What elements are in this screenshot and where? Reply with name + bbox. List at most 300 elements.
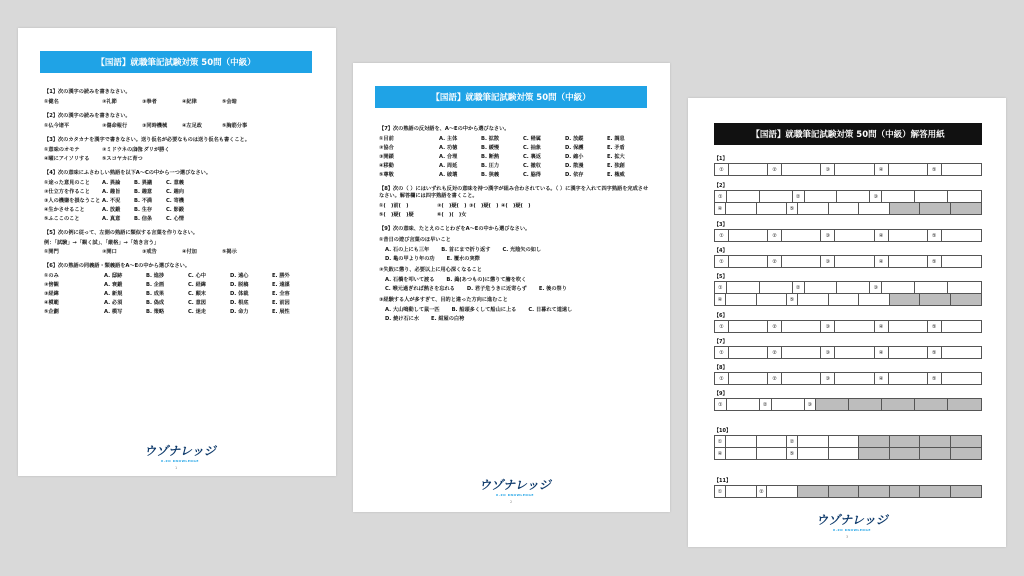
choice-item: C. 撤収	[523, 163, 541, 170]
choice-item: ①のみ	[44, 273, 59, 280]
choice-item: ②協合	[379, 145, 394, 152]
choice-item: C. 脇得	[523, 172, 541, 179]
choice-row	[379, 307, 649, 314]
question-title: 【8】次の（ ）にはいずれも反対の意味を持つ漢字が組み合わされている。（ ）に漢字を入れて四字熟語を完成させなさい。解答欄には四字熟語を書くこと。	[379, 186, 649, 200]
answer-row	[714, 485, 982, 498]
answer-box[interactable]	[782, 256, 821, 267]
answer-box[interactable]	[951, 436, 981, 447]
answer-number: ④	[875, 256, 889, 267]
answer-box[interactable]	[890, 448, 921, 459]
choice-item: ①仏今诸平	[44, 123, 70, 130]
answer-number: ②	[787, 436, 798, 447]
choice-item: ④模範	[44, 300, 59, 307]
answer-box[interactable]	[889, 164, 928, 175]
choice-item: ①健名	[44, 99, 59, 106]
answer-number: ③	[821, 256, 835, 267]
answer-box[interactable]	[889, 321, 928, 332]
answer-number: ②	[760, 399, 772, 410]
answer-number: ②	[768, 373, 782, 384]
choice-item: E. 拡大	[607, 154, 625, 161]
choice-item: D. 遠心	[230, 273, 249, 280]
answer-number: ④	[715, 294, 726, 305]
answer-box[interactable]	[829, 448, 860, 459]
choice-row	[379, 172, 649, 179]
answer-row	[714, 398, 982, 411]
choice-item: B. 緩慢	[481, 145, 500, 152]
answer-box[interactable]	[782, 230, 821, 241]
choice-row	[44, 123, 314, 130]
answer-box[interactable]	[829, 486, 860, 497]
answer-section-label: 【11】	[714, 478, 731, 484]
answer-box[interactable]	[816, 399, 849, 410]
choice-row	[44, 300, 314, 307]
answer-box[interactable]	[798, 436, 829, 447]
choice-item: B. 策略	[146, 309, 165, 316]
answer-section-label: 【10】	[714, 428, 731, 434]
choice-item: E. 独創	[607, 163, 625, 170]
answer-number: ③	[870, 191, 882, 202]
answer-number: ③	[821, 164, 835, 175]
choice-row	[44, 99, 314, 106]
choice-item: A. 必須	[104, 300, 123, 307]
answer-number: ⑤	[928, 347, 942, 358]
answer-section	[714, 156, 982, 176]
choice-item: ④移動	[379, 163, 394, 170]
choice-item: C. 寄機	[166, 198, 184, 205]
answer-number: ⑤	[787, 203, 798, 214]
answer-box[interactable]	[951, 486, 981, 497]
question-title: 【4】次の意味にふさわしい熟語を以下A〜Cの中から一つ選びなさい。	[44, 170, 212, 177]
choice-item: ②ミドウネの広告	[102, 147, 143, 154]
answer-section	[714, 274, 982, 306]
choice-item: D. 脱稿	[230, 282, 249, 289]
answer-box[interactable]	[942, 164, 981, 175]
question-title: 【2】次の漢字の読みを書きなさい。	[44, 113, 131, 120]
choice-item: E. 後の祭り	[538, 286, 567, 293]
answer-box[interactable]	[890, 436, 921, 447]
choice-item: D. 縮小	[565, 154, 584, 161]
answer-box[interactable]	[835, 373, 874, 384]
choice-item: A. 邸跡	[104, 273, 123, 280]
answer-number: ④	[875, 373, 889, 384]
answer-number: ⑤	[928, 321, 942, 332]
choice-item: ③経緯	[44, 291, 59, 298]
answer-box[interactable]	[882, 282, 915, 293]
sub-question: ①昔日の遊び言葉のほ早いこと	[379, 237, 451, 244]
choice-item: B. 羮(あつもの)に懲りて膾を吹く	[446, 277, 527, 284]
answer-row	[714, 163, 982, 176]
answer-box[interactable]	[920, 448, 951, 459]
answer-box[interactable]	[837, 282, 870, 293]
answer-number: ①	[715, 486, 726, 497]
choice-row	[44, 189, 314, 196]
answer-section	[714, 391, 982, 411]
choice-item: B. 信条	[134, 216, 153, 223]
answer-section-label: 【2】	[714, 183, 728, 189]
choice-row	[44, 309, 314, 316]
brand-logo	[144, 442, 216, 463]
choice-item: ②傷命報行	[102, 123, 128, 130]
answer-box[interactable]	[798, 448, 829, 459]
answer-box[interactable]	[920, 294, 951, 305]
choice-item: E. 調息	[607, 136, 625, 143]
choice-item: B. 偽成	[146, 300, 165, 307]
answer-number: ②	[768, 230, 782, 241]
choice-item: ⑤企劃	[44, 309, 59, 316]
answer-box[interactable]	[942, 230, 981, 241]
choice-row	[44, 180, 314, 187]
choice-item: A. 主体	[439, 136, 458, 143]
choice-item: D. 保護	[565, 145, 584, 152]
choice-item: B. 首にまで折り返す	[441, 247, 491, 254]
answer-box[interactable]	[849, 399, 882, 410]
choice-item: D. 依存	[565, 172, 584, 179]
answer-number: ③	[821, 347, 835, 358]
answer-row	[714, 372, 982, 385]
answer-box[interactable]	[889, 256, 928, 267]
answer-number: ③	[821, 230, 835, 241]
answer-row	[714, 320, 982, 333]
answer-box[interactable]	[805, 191, 838, 202]
page1-questions	[44, 82, 314, 318]
answer-box[interactable]	[859, 436, 890, 447]
choice-item: C. 光陰矢の如し	[502, 247, 542, 254]
choice-item: B. 異議	[134, 180, 153, 187]
choice-row	[44, 198, 314, 205]
answer-box[interactable]	[798, 294, 829, 305]
answer-number: ⑤	[787, 294, 798, 305]
answer-row	[714, 190, 982, 203]
choice-item: C. 帰属	[523, 136, 541, 143]
choice-item: D. 焼け石に水	[385, 316, 420, 323]
page-number: 3	[846, 535, 849, 539]
answer-box[interactable]	[829, 294, 860, 305]
answer-row	[714, 281, 982, 294]
choice-row	[379, 286, 649, 293]
answer-box[interactable]	[915, 282, 948, 293]
question-title: 【7】次の熟語の反対語を、A〜Eの中から選びなさい。	[379, 126, 510, 132]
answer-box[interactable]	[757, 203, 788, 214]
answer-box[interactable]	[948, 399, 981, 410]
answer-box[interactable]	[915, 399, 948, 410]
answer-box[interactable]	[890, 486, 921, 497]
answer-sheet-page	[688, 98, 1006, 547]
answer-box[interactable]	[951, 203, 981, 214]
answer-box[interactable]	[726, 203, 757, 214]
choice-item: D. 放縦	[565, 136, 584, 143]
answer-number: ①	[715, 373, 729, 384]
answer-box[interactable]	[782, 321, 821, 332]
logo-subtext: U-ZO KNOWLEDGE	[832, 528, 871, 532]
answer-box[interactable]	[726, 486, 757, 497]
choice-item: ⑤胸筋分事	[222, 123, 248, 130]
answer-box[interactable]	[882, 399, 915, 410]
answer-box[interactable]	[726, 436, 757, 447]
answer-number: ①	[715, 321, 729, 332]
choice-item: ⑤スコヤカに育つ	[102, 156, 143, 163]
answer-box[interactable]	[837, 191, 870, 202]
choice-item: ③開鎖	[379, 154, 394, 161]
page3-banner: 【国語】就職筆記試験対策 50問（中級）解答用紙	[714, 123, 982, 145]
answer-number: ④	[715, 203, 726, 214]
choice-item: A. 新規	[104, 291, 123, 298]
answer-section	[714, 183, 982, 215]
choice-item: ②開口	[102, 249, 117, 256]
answer-box[interactable]	[882, 191, 915, 202]
choice-item: ③同時機械	[142, 123, 168, 130]
answer-number: ②	[757, 486, 768, 497]
choice-item: C. 顛末	[188, 291, 206, 298]
answer-number: ④	[875, 321, 889, 332]
answer-box[interactable]	[729, 321, 768, 332]
answer-box[interactable]	[757, 448, 788, 459]
answer-box[interactable]	[890, 203, 921, 214]
choice-item: ②( )疑( )	[437, 203, 467, 210]
answer-box[interactable]	[889, 373, 928, 384]
choice-item: ①途った意見のこと	[44, 180, 90, 187]
answer-number: ④	[715, 448, 726, 459]
answer-row	[714, 448, 982, 460]
choice-item: ③戒告	[142, 249, 157, 256]
choice-item: E. 前因	[272, 300, 290, 307]
choice-item: B. 生存	[134, 207, 153, 214]
choice-item: E. 全容	[272, 291, 290, 298]
answer-box[interactable]	[727, 399, 760, 410]
answer-box[interactable]	[835, 256, 874, 267]
answer-box[interactable]	[948, 282, 981, 293]
answer-box[interactable]	[915, 191, 948, 202]
choice-row	[379, 154, 649, 161]
choice-item: B. 拡散	[481, 136, 500, 143]
answer-section	[714, 365, 982, 385]
answer-box[interactable]	[951, 448, 981, 459]
choice-row	[379, 212, 649, 219]
sub-question: ③経験する人が多すぎて、目的と違った方向に進むこと	[379, 297, 508, 304]
choice-item: D. 根底	[230, 300, 249, 307]
answer-section-label: 【5】	[714, 274, 728, 280]
answer-box[interactable]	[782, 164, 821, 175]
choice-item: B. 趣意	[134, 189, 153, 196]
answer-box[interactable]	[942, 373, 981, 384]
answer-box[interactable]	[729, 347, 768, 358]
answer-box[interactable]	[767, 486, 798, 497]
answer-box[interactable]	[798, 486, 829, 497]
choice-item: E. 紺屋の白袴	[431, 316, 465, 323]
answer-row	[714, 203, 982, 215]
choice-item: ⑤掲示	[222, 249, 237, 256]
page1-banner: 【国語】就職筆記試験対策 50問（中級）	[40, 51, 312, 73]
answer-number: ①	[715, 282, 727, 293]
choice-item: C. 迷走	[188, 309, 206, 316]
choice-item: ④生かさせること	[44, 207, 85, 214]
answer-box[interactable]	[782, 373, 821, 384]
answer-box[interactable]	[835, 347, 874, 358]
answer-section-label: 【3】	[714, 222, 728, 228]
answer-box[interactable]	[729, 164, 768, 175]
choice-item: B. 企画	[146, 282, 165, 289]
choice-item: ④曜にアイソリする	[44, 156, 90, 163]
logo-subtext: U-ZO KNOWLEDGE	[495, 493, 534, 497]
answer-box[interactable]	[889, 347, 928, 358]
answer-box[interactable]	[829, 203, 860, 214]
choice-row	[379, 316, 649, 323]
choice-row	[44, 156, 314, 163]
answer-row	[714, 346, 982, 359]
answer-box[interactable]	[829, 436, 860, 447]
choice-item: C. 心中	[188, 273, 206, 280]
answer-section	[714, 222, 982, 242]
answer-box[interactable]	[920, 436, 951, 447]
answer-number: ①	[715, 230, 729, 241]
choice-item: A. 大山鳴動して鼠一匹	[385, 307, 440, 314]
choice-item: A. 周延	[439, 163, 458, 170]
logo-text: ウゾナレッジ	[144, 444, 216, 458]
answer-box[interactable]	[760, 191, 793, 202]
choice-item: ⑤尊敬	[379, 172, 394, 179]
choice-item: C. 日暮れて道遠し	[528, 307, 573, 314]
choice-item: D. 命力	[230, 309, 249, 316]
choice-item: E. 展性	[272, 309, 290, 316]
choice-item: B. 成果	[146, 291, 165, 298]
choice-item: C. 喉元過ぎれば熱さを忘れる	[385, 286, 455, 293]
page-number: 2	[510, 500, 513, 504]
answer-row	[714, 229, 982, 242]
answer-row	[714, 435, 982, 448]
answer-box[interactable]	[727, 282, 760, 293]
answer-box[interactable]	[805, 282, 838, 293]
answer-box[interactable]	[729, 256, 768, 267]
choice-row	[44, 273, 314, 280]
choice-item: ④左足政	[182, 123, 202, 130]
answer-box[interactable]	[859, 294, 890, 305]
choice-item: C. 心情	[166, 216, 184, 223]
answer-number: ③	[821, 373, 835, 384]
answer-section-label: 【1】	[714, 156, 728, 162]
answer-box[interactable]	[757, 436, 788, 447]
question-title: 【1】次の漢字の読みを書きなさい。	[44, 89, 131, 95]
answer-box[interactable]	[948, 191, 981, 202]
answer-box[interactable]	[726, 294, 757, 305]
page2-questions	[379, 119, 649, 325]
answer-number: ③	[821, 321, 835, 332]
answer-box[interactable]	[835, 164, 874, 175]
answer-section	[714, 428, 982, 460]
choice-item: A. 趣旨	[102, 189, 121, 196]
choice-item: ③人の機嫌を損なうこと	[44, 198, 101, 205]
choice-item: ⑤会暗	[222, 99, 237, 106]
question-example: 例：「試験」→「観く試」、「厳格」→「効き言う」	[44, 240, 160, 247]
choice-item: B. 進捗	[146, 273, 165, 280]
answer-row	[714, 294, 982, 306]
choice-item: ①開門	[44, 249, 59, 256]
worksheet-page-2	[353, 63, 670, 512]
choice-row	[379, 256, 649, 263]
choice-item: ③拳者	[142, 99, 157, 106]
choice-item: A. 衰鍛	[104, 282, 123, 289]
choice-row	[379, 163, 649, 170]
answer-box[interactable]	[729, 230, 768, 241]
answer-number: ④	[875, 164, 889, 175]
choice-item: A. 功徳	[439, 145, 458, 152]
answer-number: ②	[768, 164, 782, 175]
choice-row	[44, 207, 314, 214]
answer-section-label: 【4】	[714, 248, 728, 254]
choice-item: C. 抽象	[523, 145, 541, 152]
answer-box[interactable]	[727, 191, 760, 202]
choice-item: ③ヒダリが勝く	[134, 147, 170, 154]
sub-question: ②失敗に懲り、必要以上に用心深くなること	[379, 267, 482, 274]
answer-box[interactable]	[920, 203, 951, 214]
answer-box[interactable]	[942, 321, 981, 332]
choice-row	[44, 216, 314, 223]
answer-box[interactable]	[859, 203, 890, 214]
answer-number: ①	[715, 436, 726, 447]
choice-item: E. 矛盾	[607, 145, 625, 152]
answer-box[interactable]	[942, 347, 981, 358]
logo-text: ウゾナレッジ	[816, 513, 888, 527]
choice-row	[379, 136, 649, 143]
question-title: 【3】次のカタカナを漢字で書きなさい。送り仮名が必要なものは送り仮名も書くこと。	[44, 137, 250, 144]
answer-box[interactable]	[942, 256, 981, 267]
answer-section	[714, 313, 982, 333]
answer-box[interactable]	[729, 373, 768, 384]
choice-item: C. 趣向	[166, 189, 184, 196]
choice-item: A. 破壊	[439, 172, 458, 179]
answer-box[interactable]	[757, 294, 788, 305]
answer-box[interactable]	[835, 321, 874, 332]
answer-box[interactable]	[889, 230, 928, 241]
answer-box[interactable]	[726, 448, 757, 459]
answer-number: ④	[875, 347, 889, 358]
choice-row	[379, 277, 649, 284]
answer-number: ⑤	[928, 373, 942, 384]
choice-item: ①目前	[379, 136, 394, 143]
answer-section	[714, 339, 982, 359]
answer-box[interactable]	[835, 230, 874, 241]
answer-box[interactable]	[798, 203, 829, 214]
choice-item: A. 模写	[104, 309, 123, 316]
choice-item: A. 石の上にも三年	[385, 247, 430, 254]
answer-section-label: 【8】	[714, 365, 728, 371]
choice-item: A. 放鍛	[102, 207, 121, 214]
answer-box[interactable]	[859, 486, 890, 497]
answer-section-label: 【7】	[714, 339, 728, 345]
choice-item: A. 不況	[102, 198, 121, 205]
answer-number: ③	[805, 399, 817, 410]
answer-number: ②	[768, 347, 782, 358]
choice-row	[379, 247, 649, 254]
answer-box[interactable]	[772, 399, 805, 410]
choice-item: E. 権威	[607, 172, 625, 179]
choice-item: B. 断熱	[481, 154, 500, 161]
answer-box[interactable]	[951, 294, 981, 305]
choice-item: A. 石橋を叩いて渡る	[385, 277, 435, 284]
answer-box[interactable]	[782, 347, 821, 358]
answer-section	[714, 478, 982, 498]
answer-box[interactable]	[920, 486, 951, 497]
answer-box[interactable]	[890, 294, 921, 305]
answer-number: ①	[715, 347, 729, 358]
choice-item: B. 船頭多くして船山に上る	[451, 307, 517, 314]
choice-item: E. 遠謀	[272, 282, 290, 289]
choice-item: D. 君子危うきに近寄らず	[466, 286, 527, 293]
answer-box[interactable]	[760, 282, 793, 293]
question-title: 【9】次の意味、たとえのことわざをA〜Eの中から選びなさい。	[379, 226, 531, 233]
answer-box[interactable]	[859, 448, 890, 459]
choice-item: ②礼節	[102, 99, 117, 106]
choice-row	[44, 282, 314, 289]
choice-item: D. 散漫	[565, 163, 584, 170]
